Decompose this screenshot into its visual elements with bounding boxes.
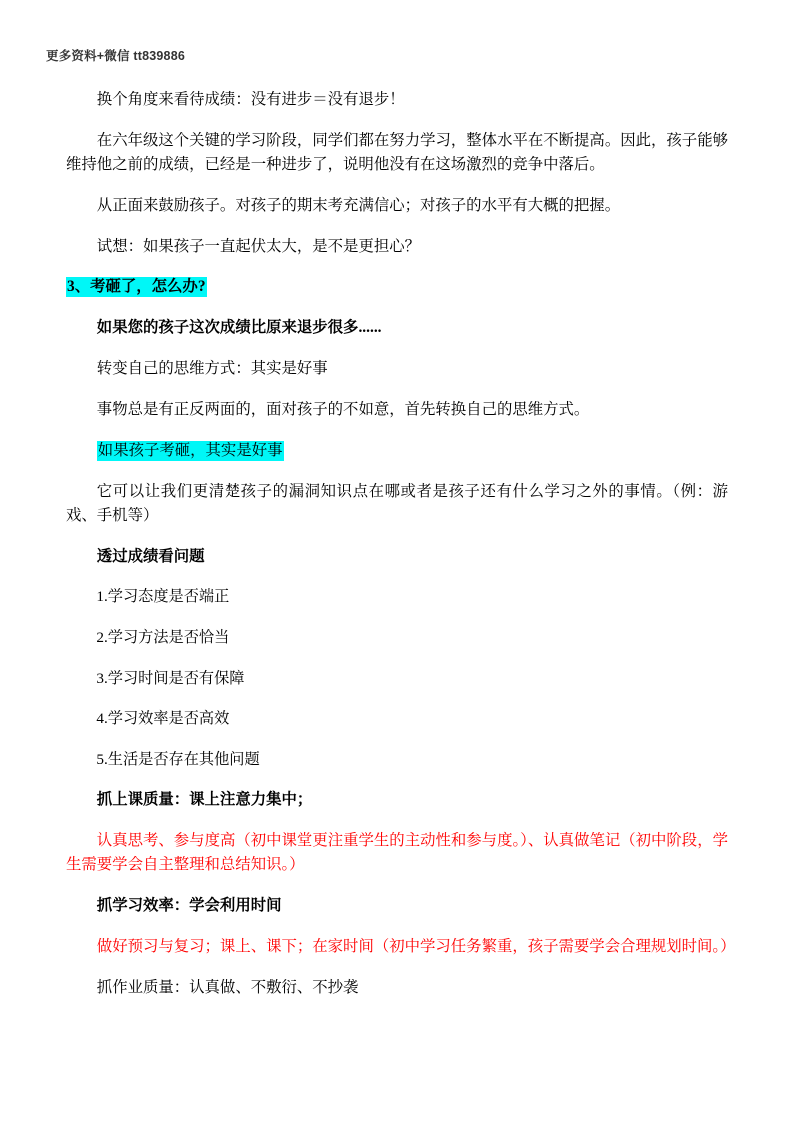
list-item: 2.学习方法是否恰当: [96, 628, 230, 646]
subheading-score-drop: 如果您的孩子这次成绩比原来退步很多......: [96, 319, 382, 337]
subheading-see-problems: 透过成绩看问题: [96, 547, 205, 565]
list-item: 1.学习态度是否端正: [96, 588, 230, 606]
red-paragraph-1: 认真思考、参与度高（初中课堂更注重学生的主动性和参与度。）、认真做笔记（初中阶段，学生需要学会自主整理和总结知识。）: [66, 832, 728, 873]
highlighted-heading-1: 3、考砸了，怎么办?: [67, 278, 206, 296]
paragraph-1: 换个角度来看待成绩：没有进步＝没有退步！: [96, 91, 405, 108]
highlighted-line-2: [66, 439, 728, 463]
paragraph-2: 在六年级这个关键的学习阶段，同学们都在努力学习，整体水平在不断提高。因此，孩子能够维持他之前的成绩，已经是一种进步了，说明他没有在这场激烈的竞争中落后。: [66, 131, 728, 173]
paragraph-4: 试想：如果孩子一直起伏太大，是不是更担心？: [96, 237, 421, 255]
section-heading-3: [66, 275, 728, 299]
list-item: 4.学习效率是否高效: [96, 710, 230, 728]
paragraph-5: 转变自己的思维方式：其实是好事: [96, 360, 328, 378]
paragraph-7: 它可以让我们更清楚孩子的漏洞知识点在哪或者是孩子还有什么学习之外的事情。（例：游戏、手机等）: [66, 482, 728, 524]
highlighted-heading-2: 如果孩子考砸，其实是好事: [97, 441, 283, 459]
paragraph-3: 从正面来鼓励孩子。对孩子的期末考充满信心；对孩子的水平有大概的把握。: [96, 196, 621, 214]
watermark-text: 更多资料+微信 tt839886: [46, 49, 186, 63]
list-item: 5.生活是否存在其他问题: [96, 750, 260, 768]
subheading-class-quality: 抓上课质量：课上注意力集中；: [96, 791, 313, 809]
document-body: [66, 88, 736, 1016]
subheading-study-efficiency: 抓学习效率：学会利用时间: [96, 896, 282, 914]
paragraph-8: 抓作业质量：认真做、不敷衍、不抄袭: [96, 978, 359, 996]
list-item: 3.学习时间是否有保障: [96, 669, 245, 687]
paragraph-6: 事物总是有正反两面的，面对孩子的不如意，首先转换自己的思维方式。: [96, 401, 590, 418]
red-paragraph-2: 做好预习与复习；课上、课下；在家时间（初中学习任务繁重，孩子需要学会合理规划时间。）: [96, 937, 736, 955]
